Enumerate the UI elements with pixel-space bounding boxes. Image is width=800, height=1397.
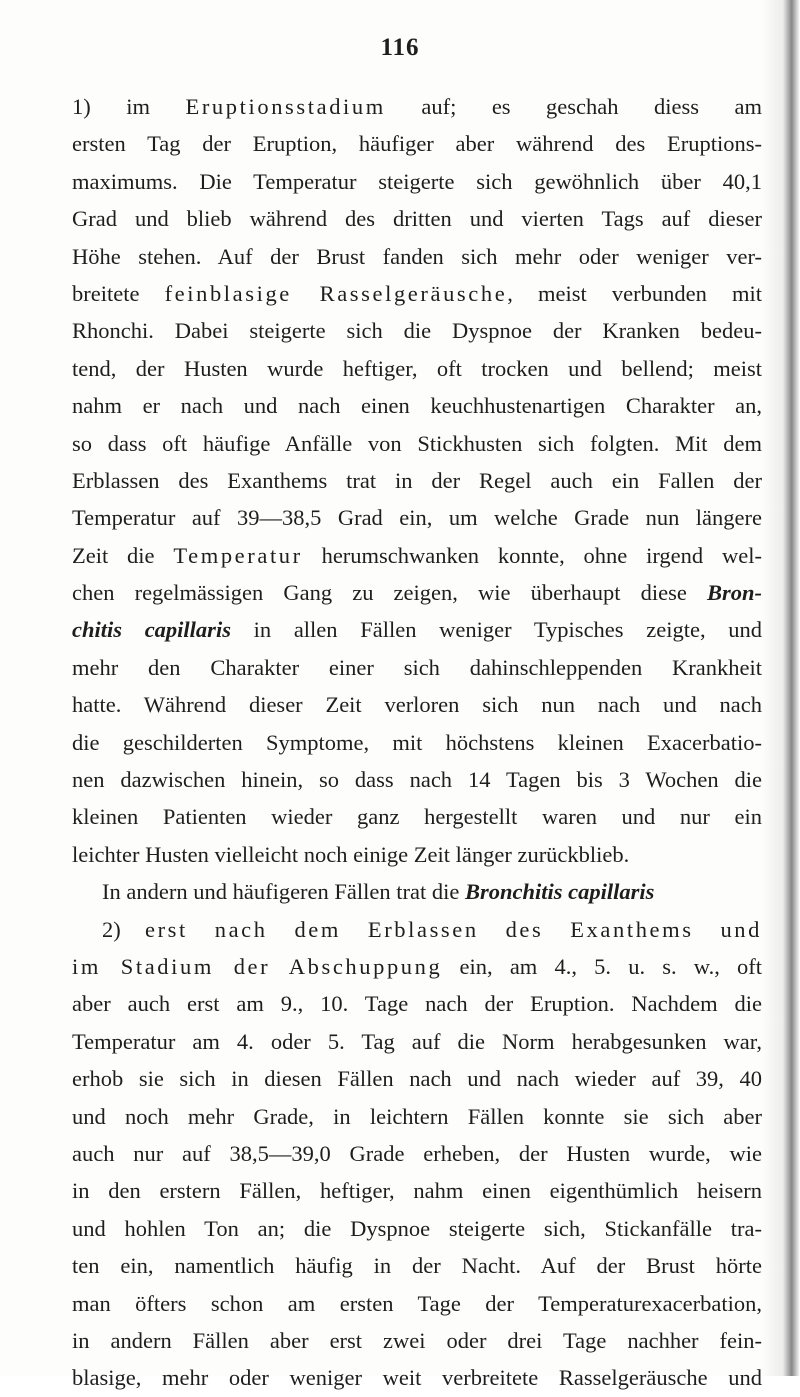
text-line <box>72 948 762 985</box>
text-line <box>72 462 762 499</box>
text-segment: die geschilderten Symptome, mit höchstens kleinen Exacerbatio- <box>72 729 762 755</box>
text-segment: so dass oft häufige Anfälle von Stickhusten sich folgten. Mit dem <box>72 430 762 456</box>
text-segment: tend, der Husten wurde heftiger, oft trocken und bellend; meist <box>72 355 762 381</box>
text-line <box>72 836 762 873</box>
text-segment: 2) <box>102 916 145 942</box>
text-segment: 1) im <box>72 94 186 119</box>
spaced-emphasis: feinblasige Rasselgeräusche <box>164 280 508 306</box>
text-segment: Temperatur auf 39—38,5 Grad ein, um welche Grade nun längere <box>72 505 762 531</box>
text-line <box>72 499 762 536</box>
text-line <box>72 1098 762 1135</box>
text-segment: Höhe stehen. Auf der Brust fanden sich mehr oder weniger ver- <box>72 243 762 269</box>
text-segment: blasige, mehr oder weniger weit verbreitete Rasselgeräusche und <box>72 1365 762 1391</box>
text-segment: herumschwanken konnte, ohne irgend wel- <box>302 542 762 568</box>
text-segment: hatte. Während dieser Zeit verloren sich nun nach und nach <box>72 692 762 718</box>
text-segment: auf; es geschah diess am <box>385 94 762 119</box>
text-segment: ersten Tag der Eruption, häufiger aber während des Eruptions- <box>72 131 762 157</box>
text-segment: und noch mehr Grade, in leichtern Fällen konnte sie sich aber <box>72 1103 762 1129</box>
text-line <box>72 1247 762 1284</box>
text-line <box>72 1135 762 1172</box>
text-segment: in den erstern Fällen, heftiger, nahm einen eigenthümlich heisern <box>72 1178 762 1204</box>
text-segment: kleinen Patienten wieder ganz hergestellt waren und nur ein <box>72 804 762 830</box>
text-line <box>72 312 762 349</box>
text-segment: ein, am 4., 5. u. s. w., oft <box>442 953 762 979</box>
text-line <box>72 125 762 162</box>
text-segment: in andern Fällen aber erst zwei oder drei Tage nachher fein- <box>72 1327 762 1353</box>
text-segment: ten ein, namentlich häufig in der Nacht. Auf der Brust hörte <box>72 1253 762 1279</box>
text-segment: In andern und häufigeren Fällen trat die <box>102 879 465 905</box>
text-line <box>72 387 762 424</box>
text-line <box>72 911 762 948</box>
page-number: 116 <box>380 34 420 61</box>
text-line <box>72 1322 762 1359</box>
text-segment: Rhonchi. Dabei steigerte sich die Dyspnoe der Kranken bedeu- <box>72 318 762 344</box>
text-segment: mehr den Charakter einer sich dahinschleppenden Krankheit <box>72 654 762 680</box>
text-line <box>72 1359 762 1396</box>
text-line <box>72 724 762 761</box>
text-line <box>72 1023 762 1060</box>
text-segment: chen regelmässigen Gang zu zeigen, wie überhaupt diese <box>72 580 707 606</box>
text-segment: , meist verbunden mit <box>507 280 762 306</box>
italic-term: Bronchitis capillaris <box>465 879 655 905</box>
text-line <box>72 350 762 387</box>
text-segment: Erblassen des Exanthems trat in der Regel auch ein Fallen der <box>72 467 762 493</box>
text-line <box>72 88 762 125</box>
text-segment: und hohlen Ton an; die Dyspnoe steigerte sich, Stickanfälle tra- <box>72 1215 762 1241</box>
text-line <box>72 798 762 835</box>
text-line <box>72 761 762 798</box>
spaced-emphasis: Temperatur <box>173 542 303 568</box>
text-line <box>72 574 762 611</box>
spaced-emphasis: erst nach dem Erblassen des Exanthems und <box>145 916 762 942</box>
text-line <box>72 1172 762 1209</box>
text-line <box>72 275 762 312</box>
text-segment: leichter Husten vielleicht noch einige Zeit länger zurückblieb. <box>72 841 630 867</box>
text-line <box>72 1210 762 1247</box>
text-line <box>72 1285 762 1322</box>
italic-term: Bron- <box>706 580 762 606</box>
text-segment: erhob sie sich in diesen Fällen nach und nach wieder auf 39, 40 <box>72 1066 762 1092</box>
text-segment: in allen Fällen weniger Typisches zeigte, und <box>230 617 762 643</box>
text-line <box>72 163 762 200</box>
text-segment: Grad und blieb während des dritten und vierten Tags auf dieser <box>72 206 762 232</box>
spaced-emphasis: im Stadium der Abschuppung <box>72 953 443 979</box>
text-segment: auch nur auf 38,5—39,0 Grade erheben, der Husten wurde, wie <box>72 1140 762 1166</box>
text-line <box>72 537 762 574</box>
text-line <box>72 1060 762 1097</box>
text-segment: nen dazwischen hinein, so dass nach 14 Tagen bis 3 Wochen die <box>72 767 762 793</box>
body-text <box>72 88 762 1397</box>
text-segment: Zeit die <box>72 542 174 568</box>
text-segment: maximums. Die Temperatur steigerte sich gewöhnlich über 40,1 <box>72 168 762 194</box>
text-line <box>72 200 762 237</box>
text-line <box>72 611 762 648</box>
text-line <box>72 686 762 723</box>
page-edge-shadow <box>762 0 800 1376</box>
text-segment: aber auch erst am 9., 10. Tage nach der Eruption. Nachdem die <box>72 991 762 1017</box>
text-line <box>72 985 762 1022</box>
text-segment: breitete <box>72 280 165 306</box>
text-line <box>72 238 762 275</box>
text-line <box>72 649 762 686</box>
text-line <box>72 425 762 462</box>
text-segment: Temperatur am 4. oder 5. Tag auf die Norm herabgesunken war, <box>72 1028 762 1054</box>
spaced-emphasis: Eruptionsstadium <box>185 94 386 119</box>
italic-term: chitis capillaris <box>72 617 231 643</box>
text-line <box>72 873 762 910</box>
text-segment: nahm er nach und nach einen keuchhustenartigen Charakter an, <box>72 393 762 419</box>
text-segment: man öfters schon am ersten Tage der Temperaturexacerbation, <box>72 1290 762 1316</box>
